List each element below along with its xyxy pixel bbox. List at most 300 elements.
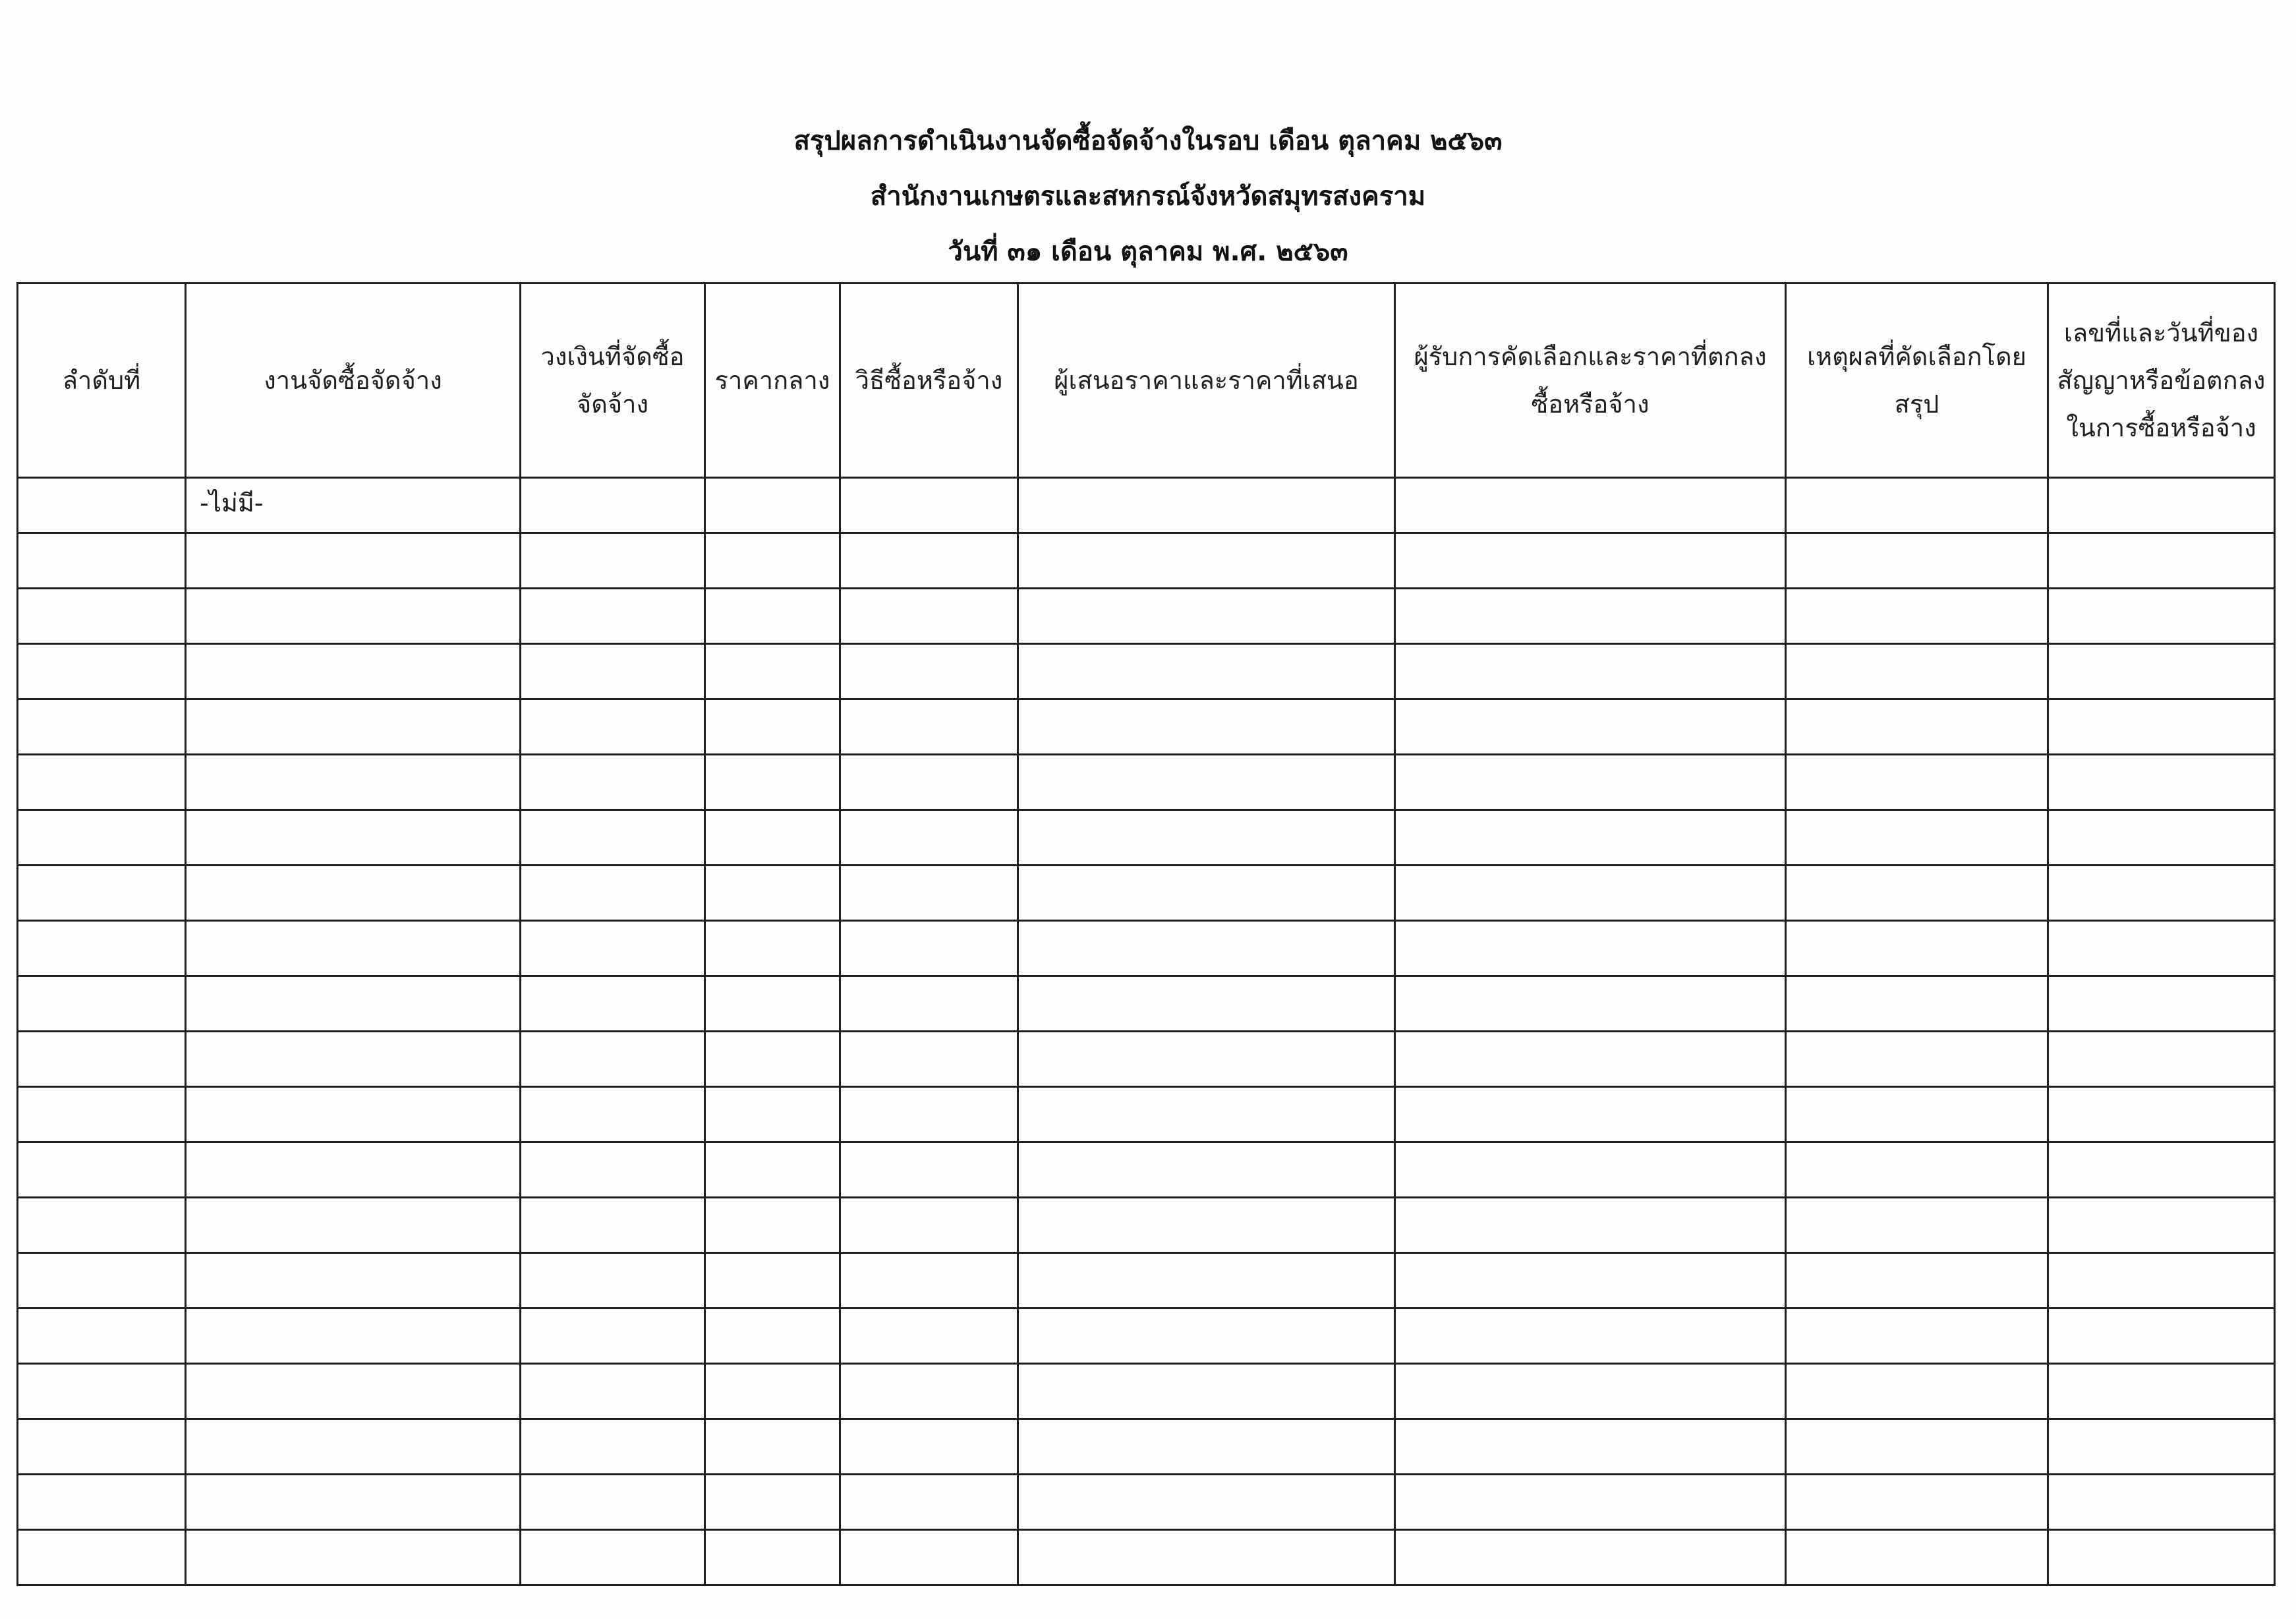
table-cell-selected-vendor	[1395, 1253, 1786, 1309]
cell-text	[521, 977, 704, 985]
table-cell-contract	[2048, 1364, 2275, 1419]
table-cell-method	[840, 1142, 1018, 1198]
cell-text	[2049, 977, 2274, 985]
table-cell-budget	[521, 1419, 705, 1475]
table-cell-bidders	[1018, 1032, 1395, 1087]
cell-text	[1396, 700, 1785, 708]
table-cell-reference-price	[705, 478, 840, 533]
table-cell-method	[840, 699, 1018, 755]
cell-text	[1396, 922, 1785, 929]
table-cell-selected-vendor	[1395, 1475, 1786, 1530]
table-cell-procurement-item	[186, 1530, 521, 1585]
document-date: วันที่ ๓๑ เดือน ตุลาคม พ.ศ. ๒๕๖๓	[948, 237, 1348, 267]
cell-text	[706, 977, 839, 985]
cell-text	[521, 811, 704, 819]
table-cell-selected-vendor	[1395, 699, 1786, 755]
table-cell-sequence	[18, 976, 186, 1032]
cell-text	[841, 811, 1017, 819]
cell-text	[841, 1475, 1017, 1483]
cell-text	[706, 700, 839, 708]
cell-text	[841, 1254, 1017, 1262]
table-cell-reason	[1786, 1419, 2048, 1475]
cell-text	[841, 479, 1017, 486]
cell-text	[841, 922, 1017, 929]
table-row	[18, 1198, 2275, 1253]
table-cell-budget	[521, 533, 705, 589]
cell-text	[187, 700, 519, 708]
cell-text	[18, 1032, 185, 1040]
cell-text	[2049, 1088, 2274, 1096]
table-cell-budget	[521, 921, 705, 976]
table-cell-method	[840, 644, 1018, 699]
cell-text	[1396, 534, 1785, 542]
table-cell-selected-vendor	[1395, 589, 1786, 644]
table-cell-contract	[2048, 1530, 2275, 1585]
table-row	[18, 1032, 2275, 1087]
cell-text	[1019, 811, 1394, 819]
column-header-selected-vendor: ผู้รับการคัดเลือกและราคาที่ตกลง ซื้อหรือจ้าง	[1395, 283, 1786, 478]
table-cell-selected-vendor	[1395, 1198, 1786, 1253]
table-row	[18, 921, 2275, 976]
table-cell-bidders	[1018, 699, 1395, 755]
table-cell-reference-price	[705, 1032, 840, 1087]
cell-text	[187, 1088, 519, 1096]
table-cell-contract	[2048, 1419, 2275, 1475]
table-row	[18, 478, 2275, 533]
cell-text	[187, 811, 519, 819]
cell-text	[1019, 1531, 1394, 1539]
cell-text	[187, 755, 519, 763]
table-cell-budget	[521, 589, 705, 644]
table-cell-selected-vendor	[1395, 1309, 1786, 1364]
table-cell-selected-vendor	[1395, 866, 1786, 921]
cell-text	[187, 645, 519, 653]
cell-text	[1787, 922, 2047, 929]
table-cell-sequence	[18, 1253, 186, 1309]
cell-text	[187, 1032, 519, 1040]
cell-text	[841, 700, 1017, 708]
cell-text	[2049, 755, 2274, 763]
table-cell-bidders	[1018, 976, 1395, 1032]
cell-text	[18, 589, 185, 597]
table-cell-procurement-item	[186, 1032, 521, 1087]
table-cell-reference-price	[705, 1087, 840, 1142]
table-cell-reason	[1786, 1475, 2048, 1530]
cell-text	[2049, 1531, 2274, 1539]
column-header-bidders: ผู้เสนอราคาและราคาที่เสนอ	[1018, 283, 1395, 478]
table-cell-budget	[521, 1198, 705, 1253]
table-cell-bidders	[1018, 1364, 1395, 1419]
table-cell-bidders	[1018, 533, 1395, 589]
cell-text	[521, 1475, 704, 1483]
table-cell-procurement-item	[186, 699, 521, 755]
table-cell-selected-vendor	[1395, 1530, 1786, 1585]
table-cell-reason	[1786, 810, 2048, 866]
cell-text	[187, 1143, 519, 1151]
table-cell-bidders	[1018, 921, 1395, 976]
cell-text	[841, 866, 1017, 874]
table-cell-sequence	[18, 921, 186, 976]
table-cell-method	[840, 1087, 1018, 1142]
table-cell-reason	[1786, 1032, 2048, 1087]
table-cell-bidders	[1018, 1253, 1395, 1309]
cell-text	[1787, 1420, 2047, 1428]
table-cell-method	[840, 755, 1018, 810]
cell-text	[18, 977, 185, 985]
cell-text	[706, 479, 839, 486]
cell-text	[187, 1198, 519, 1206]
cell-text	[841, 645, 1017, 653]
table-cell-reference-price	[705, 589, 840, 644]
cell-text	[187, 1254, 519, 1262]
table-cell-bidders	[1018, 1475, 1395, 1530]
table-cell-reason	[1786, 1253, 2048, 1309]
table-cell-contract	[2048, 1475, 2275, 1530]
table-cell-selected-vendor	[1395, 810, 1786, 866]
table-row	[18, 589, 2275, 644]
cell-text	[1787, 1032, 2047, 1040]
table-cell-reason	[1786, 1142, 2048, 1198]
table-cell-reason	[1786, 1530, 2048, 1585]
table-cell-reference-price	[705, 976, 840, 1032]
table-cell-method	[840, 533, 1018, 589]
cell-text	[1019, 977, 1394, 985]
table-cell-contract	[2048, 755, 2275, 810]
table-cell-selected-vendor	[1395, 1032, 1786, 1087]
cell-text	[706, 1088, 839, 1096]
cell-text	[18, 534, 185, 542]
table-cell-contract	[2048, 976, 2275, 1032]
table-cell-sequence	[18, 810, 186, 866]
cell-text	[1019, 1254, 1394, 1262]
cell-text	[841, 1198, 1017, 1206]
cell-text	[521, 645, 704, 653]
table-cell-reference-price	[705, 1475, 840, 1530]
cell-text	[521, 1143, 704, 1151]
table-cell-budget	[521, 1142, 705, 1198]
cell-text	[2049, 1143, 2274, 1151]
cell-text	[1019, 479, 1394, 486]
cell-text	[706, 811, 839, 819]
cell-text	[1787, 1365, 2047, 1372]
table-cell-method	[840, 1309, 1018, 1364]
cell-text	[841, 1420, 1017, 1428]
cell-text	[706, 589, 839, 597]
table-cell-reference-price	[705, 644, 840, 699]
agency-name: สำนักงานเกษตรและสหกรณ์จังหวัดสมุทรสงคราม	[870, 181, 1426, 212]
table-cell-method	[840, 589, 1018, 644]
cell-text	[521, 922, 704, 929]
table-cell-method	[840, 976, 1018, 1032]
table-cell-sequence	[18, 644, 186, 699]
table-cell-reference-price	[705, 1198, 840, 1253]
cell-text	[1787, 645, 2047, 653]
cell-text	[1396, 866, 1785, 874]
table-cell-method	[840, 1419, 1018, 1475]
table-row	[18, 1309, 2275, 1364]
table-cell-sequence	[18, 1087, 186, 1142]
table-cell-budget	[521, 866, 705, 921]
table-cell-selected-vendor	[1395, 644, 1786, 699]
table-cell-sequence	[18, 533, 186, 589]
table-cell-reference-price	[705, 1364, 840, 1419]
cell-text	[18, 1309, 185, 1317]
cell-text	[1019, 700, 1394, 708]
cell-text	[1396, 755, 1785, 763]
table-cell-reference-price	[705, 1309, 840, 1364]
cell-text	[187, 922, 519, 929]
cell-text	[18, 1198, 185, 1206]
cell-text	[841, 589, 1017, 597]
table-cell-reason	[1786, 644, 2048, 699]
cell-text	[18, 811, 185, 819]
cell-text	[841, 534, 1017, 542]
cell-text	[18, 1088, 185, 1096]
table-header-row	[18, 283, 2275, 478]
cell-text	[18, 1254, 185, 1262]
cell-text	[841, 977, 1017, 985]
table-cell-bidders	[1018, 1198, 1395, 1253]
table-cell-reason	[1786, 1309, 2048, 1364]
table-cell-bidders	[1018, 1530, 1395, 1585]
cell-text	[18, 866, 185, 874]
cell-text	[706, 866, 839, 874]
table-cell-method	[840, 921, 1018, 976]
cell-text	[18, 700, 185, 708]
cell-text	[187, 534, 519, 542]
table-cell-sequence	[18, 1198, 186, 1253]
cell-text	[1396, 1088, 1785, 1096]
table-cell-reference-price	[705, 921, 840, 976]
cell-text	[187, 977, 519, 985]
cell-text	[1787, 1088, 2047, 1096]
table-cell-contract	[2048, 1032, 2275, 1087]
table-cell-sequence	[18, 1032, 186, 1087]
cell-text	[2049, 1198, 2274, 1206]
table-cell-bidders	[1018, 1419, 1395, 1475]
cell-text	[1019, 1143, 1394, 1151]
cell-text	[521, 1420, 704, 1428]
cell-text	[1396, 1420, 1785, 1428]
column-header-reference-price: ราคากลาง	[705, 283, 840, 478]
table-cell-contract	[2048, 1198, 2275, 1253]
cell-text	[2049, 922, 2274, 929]
cell-text	[706, 755, 839, 763]
table-cell-procurement-item	[186, 1253, 521, 1309]
table-cell-bidders	[1018, 810, 1395, 866]
table-cell-bidders	[1018, 866, 1395, 921]
column-header-sequence: ลำดับที่	[18, 283, 186, 478]
table-cell-procurement-item	[186, 644, 521, 699]
cell-text	[2049, 866, 2274, 874]
table-row	[18, 976, 2275, 1032]
cell-text	[2049, 1032, 2274, 1040]
table-cell-selected-vendor	[1395, 921, 1786, 976]
cell-text	[706, 1365, 839, 1372]
cell-text	[187, 589, 519, 597]
table-cell-budget	[521, 478, 705, 533]
table-cell-budget	[521, 1364, 705, 1419]
table-cell-budget	[521, 1032, 705, 1087]
table-cell-selected-vendor	[1395, 976, 1786, 1032]
table-cell-reason	[1786, 478, 2048, 533]
cell-text	[1787, 479, 2047, 486]
table-cell-selected-vendor	[1395, 1142, 1786, 1198]
cell-text	[1396, 1309, 1785, 1317]
cell-text	[1787, 866, 2047, 874]
cell-text	[1019, 1365, 1394, 1372]
cell-text	[1019, 1088, 1394, 1096]
table-cell-reason	[1786, 976, 2048, 1032]
table-cell-contract	[2048, 589, 2275, 644]
table-cell-reason	[1786, 1087, 2048, 1142]
cell-text	[1787, 1531, 2047, 1539]
table-cell-budget	[521, 1309, 705, 1364]
cell-text	[2049, 700, 2274, 708]
cell-text	[521, 755, 704, 763]
table-row	[18, 1142, 2275, 1198]
table-cell-budget	[521, 810, 705, 866]
cell-text	[2049, 1475, 2274, 1483]
cell-text	[18, 645, 185, 653]
cell-text	[706, 922, 839, 929]
table-cell-selected-vendor	[1395, 1087, 1786, 1142]
cell-text	[706, 1475, 839, 1483]
table-cell-sequence	[18, 1419, 186, 1475]
table-cell-reference-price	[705, 1530, 840, 1585]
table-cell-selected-vendor	[1395, 478, 1786, 533]
table-cell-procurement-item	[186, 478, 521, 533]
cell-text	[706, 645, 839, 653]
table-cell-procurement-item	[186, 1198, 521, 1253]
cell-text	[521, 866, 704, 874]
cell-text	[2049, 645, 2274, 653]
cell-text	[1019, 866, 1394, 874]
table-cell-sequence	[18, 1309, 186, 1364]
cell-text	[521, 534, 704, 542]
cell-text	[18, 755, 185, 763]
cell-text	[2049, 811, 2274, 819]
cell-text	[1396, 1254, 1785, 1262]
table-cell-reason	[1786, 699, 2048, 755]
cell-text	[2049, 479, 2274, 486]
cell-text	[1396, 1531, 1785, 1539]
cell-text	[187, 1475, 519, 1483]
table-cell-contract	[2048, 1253, 2275, 1309]
cell-text	[187, 1365, 519, 1372]
cell-text	[841, 1143, 1017, 1151]
cell-text	[18, 1475, 185, 1483]
table-cell-reason	[1786, 866, 2048, 921]
table-cell-contract	[2048, 866, 2275, 921]
table-cell-budget	[521, 1253, 705, 1309]
cell-text	[1019, 1309, 1394, 1317]
table-cell-sequence	[18, 1364, 186, 1419]
cell-text	[521, 1088, 704, 1096]
cell-text	[1787, 755, 2047, 763]
table-row	[18, 866, 2275, 921]
cell-text	[1396, 811, 1785, 819]
cell-text	[1396, 1365, 1785, 1372]
table-row	[18, 533, 2275, 589]
table-cell-contract	[2048, 644, 2275, 699]
cell-text	[1396, 479, 1785, 486]
table-cell-budget	[521, 699, 705, 755]
table-cell-sequence	[18, 1530, 186, 1585]
cell-text	[841, 755, 1017, 763]
cell-text	[18, 1365, 185, 1372]
cell-text	[187, 1309, 519, 1317]
cell-text	[1787, 1198, 2047, 1206]
table-row	[18, 1530, 2275, 1585]
cell-text	[1787, 534, 2047, 542]
cell-text	[706, 1143, 839, 1151]
table-cell-procurement-item	[186, 1142, 521, 1198]
table-cell-contract	[2048, 1087, 2275, 1142]
cell-text	[1019, 645, 1394, 653]
cell-text: -ไม่มี-	[200, 488, 264, 517]
cell-text	[2049, 1309, 2274, 1317]
cell-text	[1396, 1143, 1785, 1151]
table-cell-reference-price	[705, 810, 840, 866]
table-cell-contract	[2048, 533, 2275, 589]
table-cell-reason	[1786, 533, 2048, 589]
cell-text	[18, 1143, 185, 1151]
table-cell-method	[840, 1364, 1018, 1419]
cell-text	[1787, 700, 2047, 708]
table-cell-budget	[521, 976, 705, 1032]
table-cell-bidders	[1018, 1142, 1395, 1198]
column-header-method: วิธีซื้อหรือจ้าง	[840, 283, 1018, 478]
table-cell-bidders	[1018, 644, 1395, 699]
table-cell-bidders	[1018, 1087, 1395, 1142]
table-cell-sequence	[18, 1142, 186, 1198]
cell-text	[1787, 977, 2047, 985]
table-cell-reference-price	[705, 699, 840, 755]
column-header-reason: เหตุผลที่คัดเลือกโดย สรุป	[1786, 283, 2048, 478]
cell-text	[187, 1420, 519, 1428]
cell-text	[1787, 811, 2047, 819]
table-cell-bidders	[1018, 478, 1395, 533]
table-cell-reference-price	[705, 1419, 840, 1475]
table-cell-bidders	[1018, 1309, 1395, 1364]
cell-text	[18, 1531, 185, 1539]
table-cell-method	[840, 478, 1018, 533]
cell-text	[1019, 922, 1394, 929]
cell-text	[841, 1032, 1017, 1040]
cell-text	[841, 1309, 1017, 1317]
table-cell-method	[840, 1198, 1018, 1253]
table-cell-contract	[2048, 1309, 2275, 1364]
table-cell-procurement-item	[186, 866, 521, 921]
cell-text	[521, 700, 704, 708]
table-cell-reason	[1786, 1364, 2048, 1419]
table-body	[18, 478, 2275, 1585]
cell-text	[1019, 755, 1394, 763]
table-cell-method	[840, 810, 1018, 866]
column-header-procurement-item: งานจัดซื้อจัดจ้าง	[186, 283, 521, 478]
table-row	[18, 1419, 2275, 1475]
cell-text	[521, 589, 704, 597]
cell-text	[2049, 1254, 2274, 1262]
cell-text	[1787, 589, 2047, 597]
table-row	[18, 1087, 2275, 1142]
cell-text	[2049, 534, 2274, 542]
cell-text	[1787, 1143, 2047, 1151]
table-cell-reason	[1786, 589, 2048, 644]
cell-text	[706, 1531, 839, 1539]
cell-text	[521, 1309, 704, 1317]
